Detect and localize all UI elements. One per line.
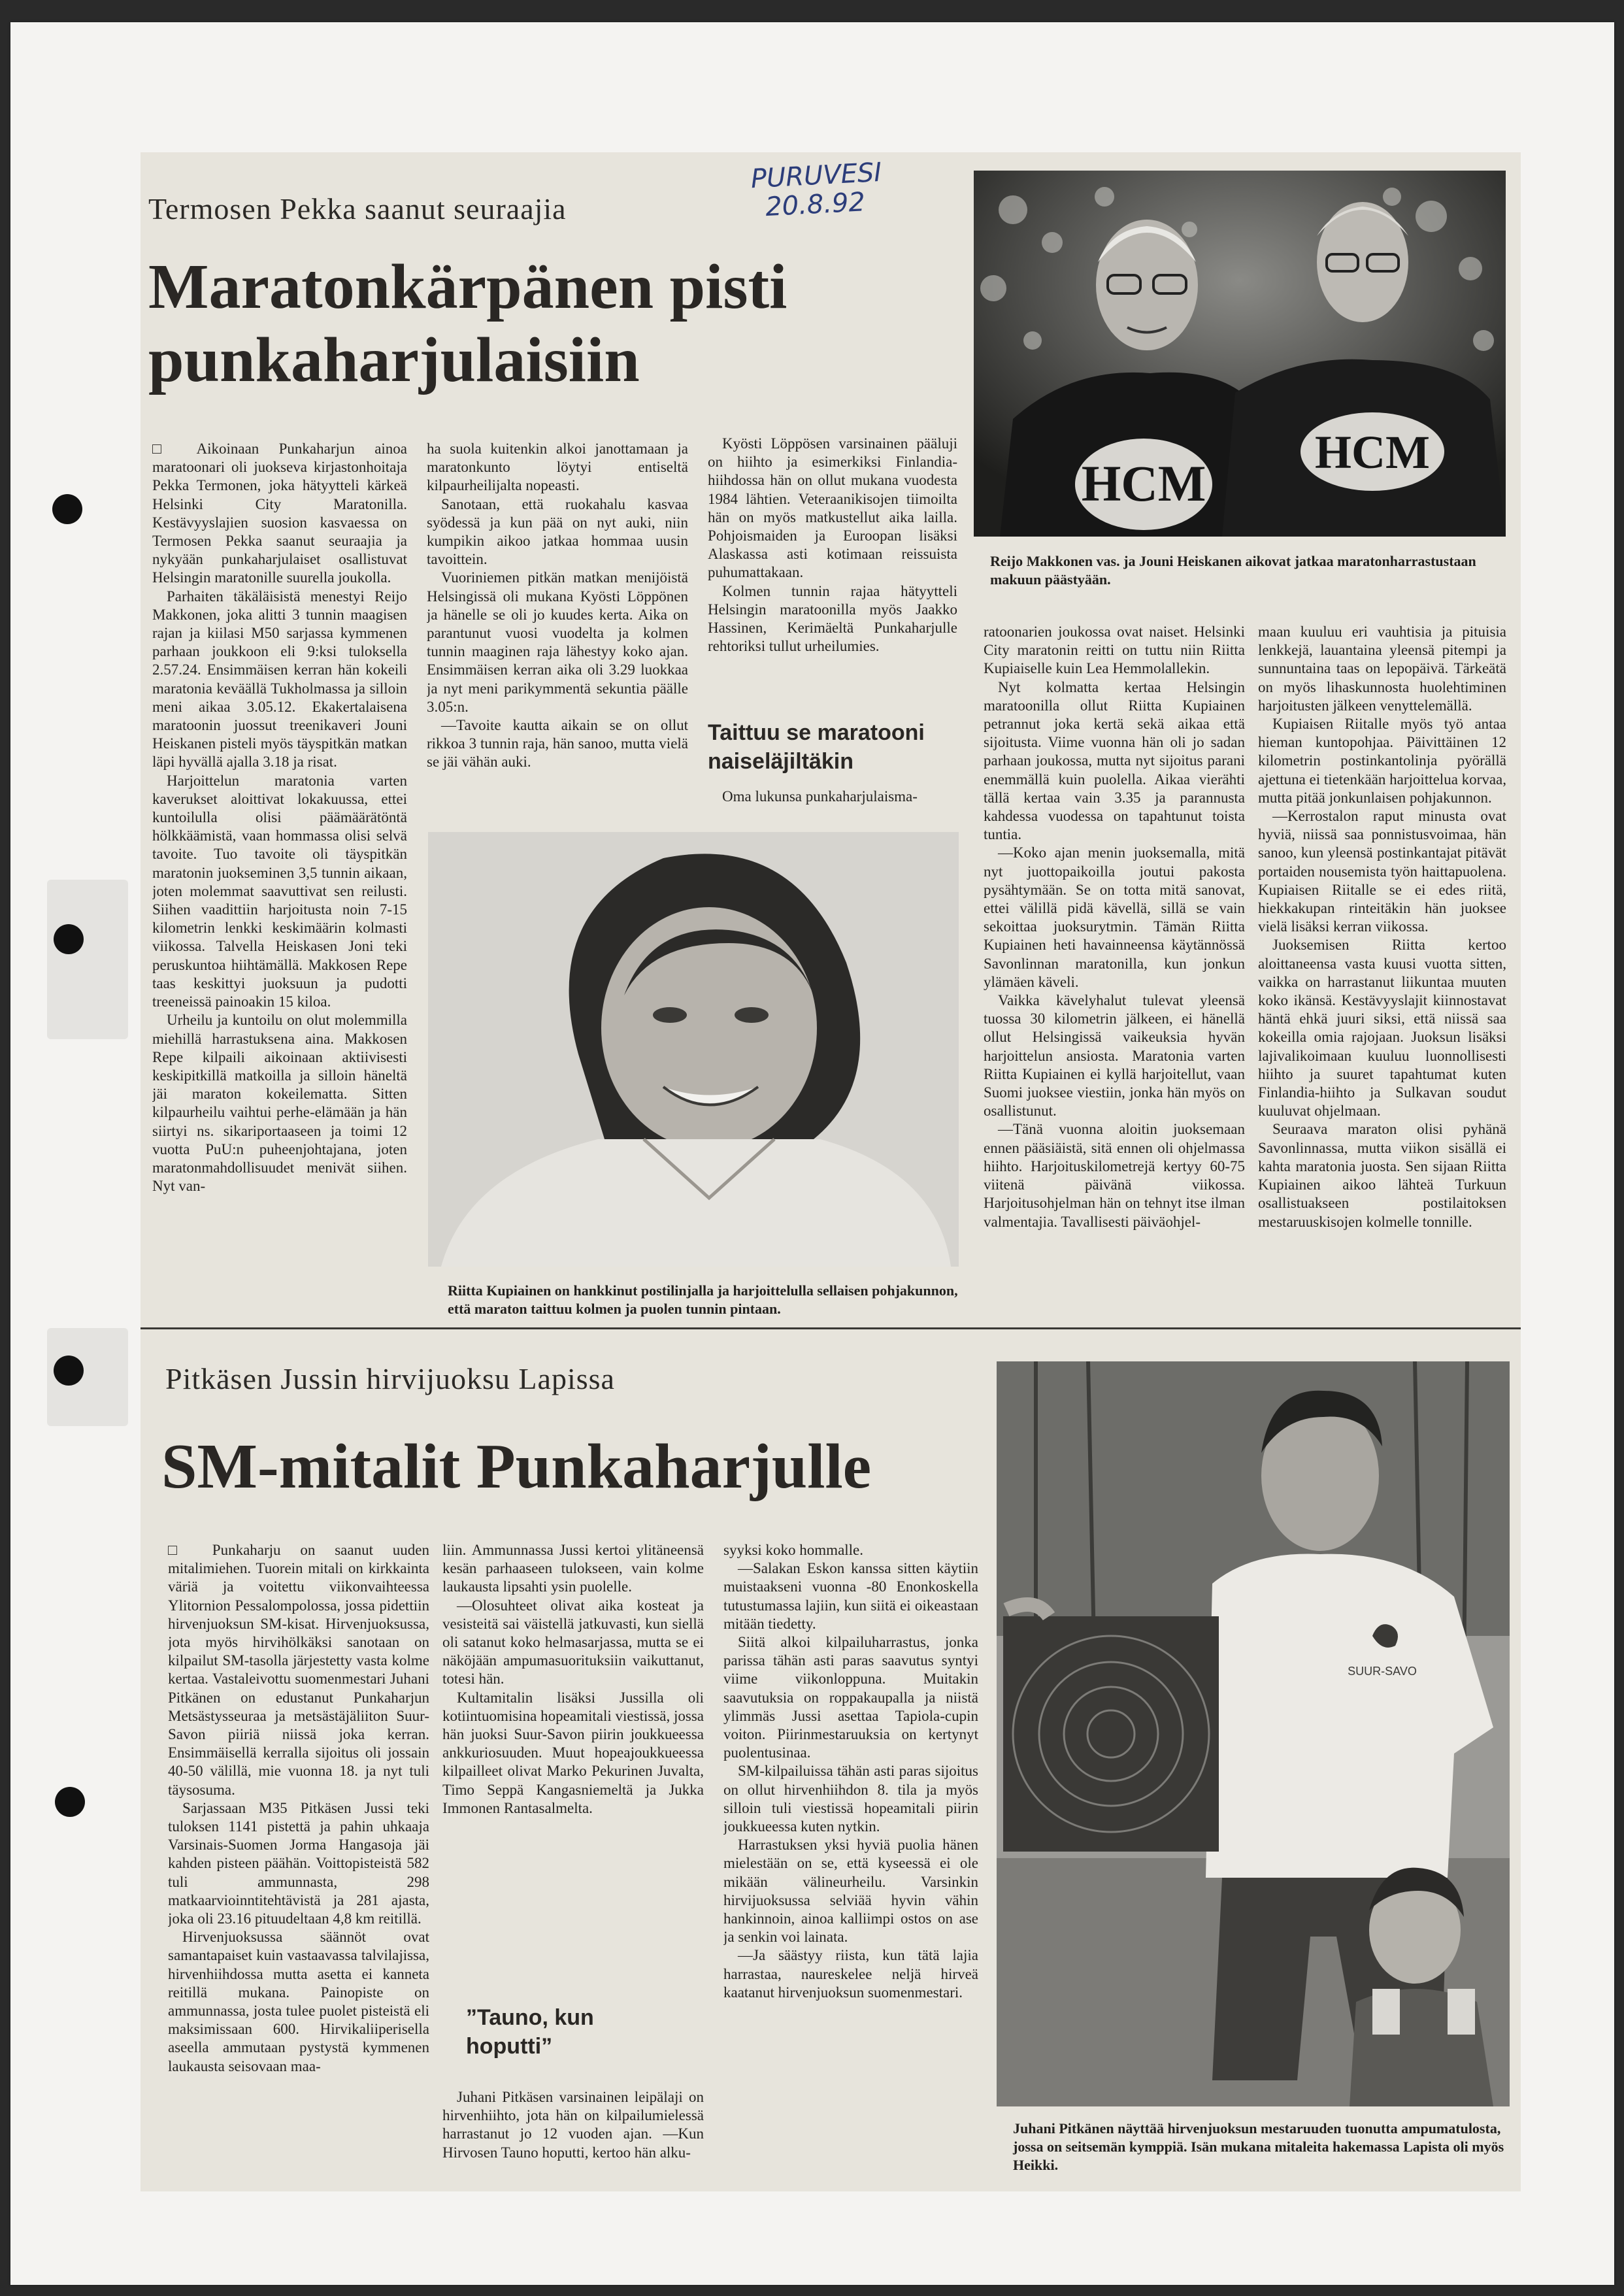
punch-hole	[54, 1356, 84, 1386]
article-divider	[141, 1327, 1521, 1329]
handwritten-source: PURUVESI	[750, 157, 883, 195]
headline-line: Maratonkärpänen pisti	[148, 252, 787, 322]
paragraph: Kupiaisen Riitalle myös työ antaa hieman kuntopohjaa. Päivittäinen 12 kilometrin postinkantolinja pyörällä ajettuna ei tietenkään harjoittelua korvaa, mutta pitää jonkunlaisen pohjakunnon.	[1258, 716, 1506, 806]
article1-column-5	[1258, 623, 1506, 1329]
article1-subhead: Taittuu se maratooni naiseläjiltäkin	[708, 720, 925, 774]
paragraph: Parhaiten täkäläisistä menestyi Reijo Makkonen, joka alitti 3 tunnin maagisen rajan ja kiilasi M50 sarjassa kymmenen parhaan joukkoon eli 9:ksi tuloksella 2.57.24. Ensimmäisen kerran hän kokeili maratonia keväällä Tukholmassa ja silloin meni aikaa 3.05.12. Ekakertalaisena maratoonin juossut treenikaveri Jouni Heiskanen pisteli myös täyspitkän matkan läpi hyvällä ajalla 3.18 ja risat.	[152, 588, 407, 771]
article2-subhead: ”Tauno, kun hoputti”	[466, 2005, 594, 2059]
article2-column-3	[723, 1541, 978, 2084]
newspaper-clipping	[141, 152, 1521, 2191]
article1-column-2	[427, 440, 688, 825]
article1-kicker: Termosen Pekka saanut seuraajia	[148, 192, 567, 225]
photo-riitta-caption: Riitta Kupiainen on hankkinut postilinjalla ja harjoittelulla sellaisen pohjakunnon, että maraton taittuu kolmen ja puolen tunnin pintaan.	[448, 1282, 958, 1317]
binder-tab	[47, 880, 128, 1039]
paragraph: Seuraava maraton olisi pyhänä Savonlinnassa, mutta viikon sisällä ei kahta maratonia juosta. Sen sijaan Riitta Kupiainen aikoo lähteä Turkuun osallistuakseen postilaitoksen mestaruuskisojen kolmelle tonnille.	[1258, 1121, 1506, 1230]
paragraph: Nyt kolmatta kertaa Helsingin maratoonilla ollut Riitta Kupiainen petrannut joka kertä sekä aikaa että sijoitusta. Viime vuonna hän oli jo sadan parhaan joukossa, mutta nyt sijoitus parani enemmällä kuin puolella. Aikaa vierähti tällä kertaa vain 3.35 ja parannusta kahdessa vuodessa on tapahtunut toista tuntia.	[984, 678, 1245, 843]
handwritten-note	[750, 158, 884, 222]
paragraph: —Tavoite kautta aikain se on ollut rikkoa 3 tunnin raja, hän sanoo, mutta vielä se jäi vähän auki.	[427, 717, 688, 771]
photo-two-men-caption: Reijo Makkonen vas. ja Jouni Heiskanen aikovat jatkaa maratonharrastustaan makuun päästyään.	[990, 553, 1476, 588]
paragraph: Kultamitalin lisäksi Jussilla oli kotiintuomisina hopeamitali viestissä, jossa hän juoksi Suur-Savon piirin joukkueessa ankkuriosuuden. Muut hopeajoukkueessa kilpailleet olivat Marko Pekurinen Juvalta, Timo Seppä Kangasniemeltä ja Jukka Immonen Rantasalmelta.	[442, 1689, 704, 1816]
paragraph: Vaikka kävelyhalut tulevat yleensä tuossa 30 kilometrin jälkeen, ei hänellä ollut Helsingissä vaikeuksia hyvän harjoittelun ansiosta. Maratonia varten Riitta Kupiainen ei kyllä harjoitellut, vaan Suomi juoksee viestiin, jonka hän myös on osallistunut.	[984, 992, 1245, 1120]
shirt-text: SUUR-SAVO	[1348, 1665, 1417, 1678]
paragraph: Urheilu ja kuntoilu on olut molemmilla miehillä harrastuksena aina. Makkosen Repe kilpaili aikoinaan aktiivisesti keskipitkillä matkoilla ja silloin häneltä jäi maraton kokeilematta. Sitten kilpaurheilu vaihtui perhe-elämään ja hän siirtyi ns. sikariportaaseen ja toimi 12 vuotta PuU:n puheenjohtajana, joten maratonmahdollisuudet menivät siihen. Nyt van-	[152, 1012, 407, 1195]
article2-kicker: Pitkäsen Jussin hirvijuoksu Lapissa	[165, 1362, 615, 1395]
paragraph: Sanotaan, että ruokahalu kasvaa syödessä ja kun pää on nyt auki, niin kumpikin aikoo jatkaa hommaa uusin tavoittein.	[427, 495, 688, 568]
paragraph: Hirvenjuoksussa säännöt ovat samantapaiset kuin vastaavassa talvilajissa, hirvenhiihdossa mutta asetta ei kanneta reitillä mukana. Painopiste on ammunnassa, josta tulee puolet pisteistä eli maksimissaan 600. Hirvikaliiperisella aseella ammutaan pystystä kymmenen laukausta seisovaan maa-	[168, 1929, 429, 2074]
paragraph: Vuoriniemen pitkän matkan menijöistä Helsingissä oli mukana Kyösti Löppönen ja hänelle se oli jo kuudes kerta. Aika on parantunut vuosi vuodelta ja kolmen tunnin maaginen raja lähestyy koko ajan. Ensimmäisen kerran aika oli 3.29 luokkaa ja nyt meni parikymmentä sekuntia päälle 3.05:n.	[427, 569, 688, 715]
paragraph: ha suola kuitenkin alkoi janottamaan ja maratonkunto löytyi entiseltä kilpaurheilijalta nopeasti.	[427, 441, 688, 494]
handwritten-date: 20.8.92	[765, 187, 866, 223]
punch-hole	[52, 494, 82, 524]
paragraph: □ Aikoinaan Punkaharjun ainoa maratoonari oli juokseva kirjastonhoitaja Pekka Termonen, joka hätyytteli kärkeä Helsinki City Maratonilla. Kestävyyslajien suosion kasvaessa on Termosen Pekka saanut seuraajia ja nykyään punkaharjulaiset osallistuvat Helsingin maratonille suurella joukolla.	[152, 441, 407, 586]
photo-juhani-pitkanen	[997, 1361, 1510, 2106]
photo-man-target-image	[997, 1361, 1510, 2106]
paragraph: —Koko ajan menin juoksemalla, mitä nyt juottopaikoilla joutui pakosta pysähtymään. Se on totta mitä sanovat, ettei välillä pidä kävellä, sillä se vain sekoittaa juoksurytmin. Tämän Riitta Kupiainen heti havainneensa käytännössä Savonlinnan maratonilla, kun jonkun ylämäen käveli.	[984, 844, 1245, 990]
photo-riitta-kupiainen	[428, 832, 959, 1267]
paragraph: Kyösti Löppösen varsinainen pääluji on hiihto ja esimerkiksi Finlandia-hiihdossa hän on ollut mukana vuodesta 1984 lähtien. Veteraanikisojen tiimoilta hän on myös matkustellut aika lailla. Pohjoismaiden ja Euroopan lisäksi Alaskassa asti kotimaan reissuista puhumattakaan.	[708, 435, 957, 581]
article2-column-2	[442, 1541, 704, 1914]
paragraph: ratoonarien joukossa ovat naiset. Helsinki City maratonin reitti on tuttu niin Riitta Kupiaiselle kuin Lea Hemmolallekin.	[984, 624, 1245, 677]
paragraph: maan kuuluu eri vauhtisia ja pituisia lenkkejä, lauantaina yleensä pitempi ja sunnuntaina taas on lepopäivä. Tärkeätä on myös lihaskunnosta huolehtiminen harjoitusten jälkeen venyttelemällä.	[1258, 624, 1506, 714]
headline-line: punkaharjulaisiin	[148, 325, 640, 395]
shirt-logo-right: HCM	[1315, 426, 1430, 478]
article2-column-2b	[442, 2088, 704, 2186]
photo-two-men	[974, 171, 1506, 537]
paragraph: —Salakan Eskon kanssa sitten käytiin muistaakseni vuonna -80 Enonkoskella tutustumassa lajiin, kun siitä ei oikeastaan mitään tiedetty.	[723, 1560, 978, 1632]
article1-column-3	[708, 435, 957, 688]
paragraph: Siitä alkoi kilpailuharrastus, jonka parissa tähän asti paras saavutus syntyi viime viikonloppuna. Muitakin saavutuksia on roppakaupalla ja niistä ylimmäs Jussi asettaa Tapiola-cupin voiton. Piirinmestaruuksia on kertynyt puolentusinaa.	[723, 1634, 978, 1761]
punch-hole	[54, 924, 84, 954]
paragraph: —Ja säästyy riista, kun tätä lajia harrastaa, naureskelee neljä hirveä kaatanut hirvenjuoksun suomenmestari.	[723, 1947, 978, 2001]
paragraph: —Tänä vuonna aloitin juoksemaan ennen pääsiäistä, sitä ennen oli ohjelmassa hiihto. Harjoituskilometrejä kertyy 60-75 viitenä päivänä viikossa. Harjoitusohjelman hän on tehnyt itse ilman valmentajia. Tavallisesti päiväohjel-	[984, 1121, 1245, 1230]
paragraph: Kolmen tunnin rajaa hätyytteli Helsingin maratoonilla myös Jaakko Hassinen, Kerimäeltä Punkaharjulle rehtoriksi tullut urheilumies.	[708, 582, 957, 655]
paragraph: Juhani Pitkäsen varsinainen leipälaji on hirvenhiihto, jota hän on kilpailumielessä harrastanut jo 12 vuoden ajan. —Kun Hirvosen Tauno hoputti, kertoo hän alku-	[442, 2089, 704, 2161]
punch-hole	[55, 1787, 85, 1817]
photo-woman-image	[428, 832, 959, 1267]
article2-column-1	[168, 1541, 429, 2188]
paragraph: —Olosuhteet olivat aika kosteat ja vesisteitä sai väistellä jatkuvasti, kun siellä oli satanut koko helmasarjassa, mutta se ei näköjään ampumasuorituksiin vaikuttanut, totesi hän.	[442, 1597, 704, 1688]
photo-two-men-image	[974, 171, 1506, 537]
paragraph: □ Punkaharju on saanut uuden mitalimiehen. Tuorein mitali on kirkkainta väriä ja voitettu viikonvaihteessa Ylitornion Pessalompolossa, jossa pidettiin hirvenjuoksun SM-kisat. Hirvenjuoksussa, jota myös hirvihölkäksi sanotaan on kilpailut SM-tasolla järjestetty vasta kolme kertaa. Vastaleivottu suomenmestari Juhani Pitkänen on edustanut Punkaharjun Metsästysseuraa ja metsästäjäliiton Suur-Savon piiriä niissä joka kerran. Ensimmäisellä kerralla sijoitus oli jossain 40-50 välillä, mie vuonna 18. ja nyt tuli täysosuma.	[168, 1542, 429, 1798]
article1-column-3b	[708, 788, 957, 808]
paragraph: Sarjassaan M35 Pitkäsen Jussi teki tuloksen 1141 pistettä ja pahin uhkaaja Varsinais-Suomen Jorma Hangasoja jäi kahden pisteen päähän. Voittopisteistä 582 tuli ammunnasta, 298 matkaarvioinntitehtävistä ja 281 ajasta, joka oli 23.16 pituudeltaan 4,8 km reitillä.	[168, 1799, 429, 1927]
paragraph: Harjoittelun maratonia varten kaverukset aloittivat lokakuussa, ettei kuntoilulla olisi päämäärätöntä hölkkäämistä, vaan hommassa olisi selvä tavoite. Tuo tavoite oli täyspitkän maratonin juokseminen 3,5 tunnin aikaan, joten molemmat saavuttivat sen reilusti. Siihen vaadittiin harjoitusta noin 7-15 kilometrin lenkki keskimäärin kolmasti viikossa. Talvella Heiskasen Joni teki peruskuntoa hiihtämällä. Makkosen Repe taas keskittyi juoksuun ja pudotti treeneissä painoakin 15 kiloa.	[152, 772, 407, 1010]
paragraph: liin. Ammunnassa Jussi kertoi ylitäneensä kesän parhaaseen tulokseen, vain kolme laukausta lipsahti ysin puolelle.	[442, 1542, 704, 1595]
article2-headline: SM-mitalit Punkaharjulle	[161, 1431, 872, 1502]
shirt-logo-left: HCM	[1081, 455, 1206, 512]
article1-column-4	[984, 623, 1245, 1329]
article1-headline	[148, 250, 972, 397]
photo-juhani-caption: Juhani Pitkänen näyttää hirvenjuoksun mestaruuden tuonutta ampumatulosta, jossa on seitsemän kymppiä. Isän mukana mitaleita hakemassa Lapista oli myös Heikki.	[1013, 2120, 1504, 2173]
article1-column-1	[152, 440, 407, 1329]
paragraph: Juoksemisen Riitta kertoo aloittaneensa vasta kuusi vuotta sitten, vaikka on harrastanut liikuntaa muuten koko ikänsä. Kestävyyslajit kiinnostavat häntä ehkä juuri siksi, että niissä saa kokeilla omia rajojaan. Juoksun lisäksi lajivalikoimaan kuuluu luonnollisesti hiihto ja suuret tapahtumat kuten Finlandia-hiihto ja Sulkavan soudut kuuluvat ohjelmaan.	[1258, 937, 1506, 1120]
paragraph: syyksi koko hommalle.	[723, 1542, 864, 1558]
paragraph: Harrastuksen yksi hyviä puolia hänen mielestään on se, että kyseessä ei ole mikään välineurheilu. Varsinkin hirvijuoksussa selviää hyvin vähin hankinnoin, ainoa kalliimpi ostos on ase ja senkin voi lainata.	[723, 1837, 978, 1946]
paragraph: —Kerrostalon raput minusta ovat hyviä, niissä saa ponnistusvoimaa, hän sanoo, kun yleensä postinkantajat pitävät portaiden nousemista työn haittapuolena. Kupiaisen Riitalle se ei edes riitä, hiekkakupan rinteitäkin hän juoksee vielä lisäksi kerran viikossa.	[1258, 808, 1506, 935]
paragraph: Oma lukunsa punkaharjulaisma-	[722, 788, 918, 805]
paragraph: SM-kilpailuissa tähän asti paras sijoitus on ollut hirvenhiihdon 8. tila ja myös silloin tuli viestissä hopeamitali piirin joukkueessa kuten nytkin.	[723, 1763, 978, 1835]
